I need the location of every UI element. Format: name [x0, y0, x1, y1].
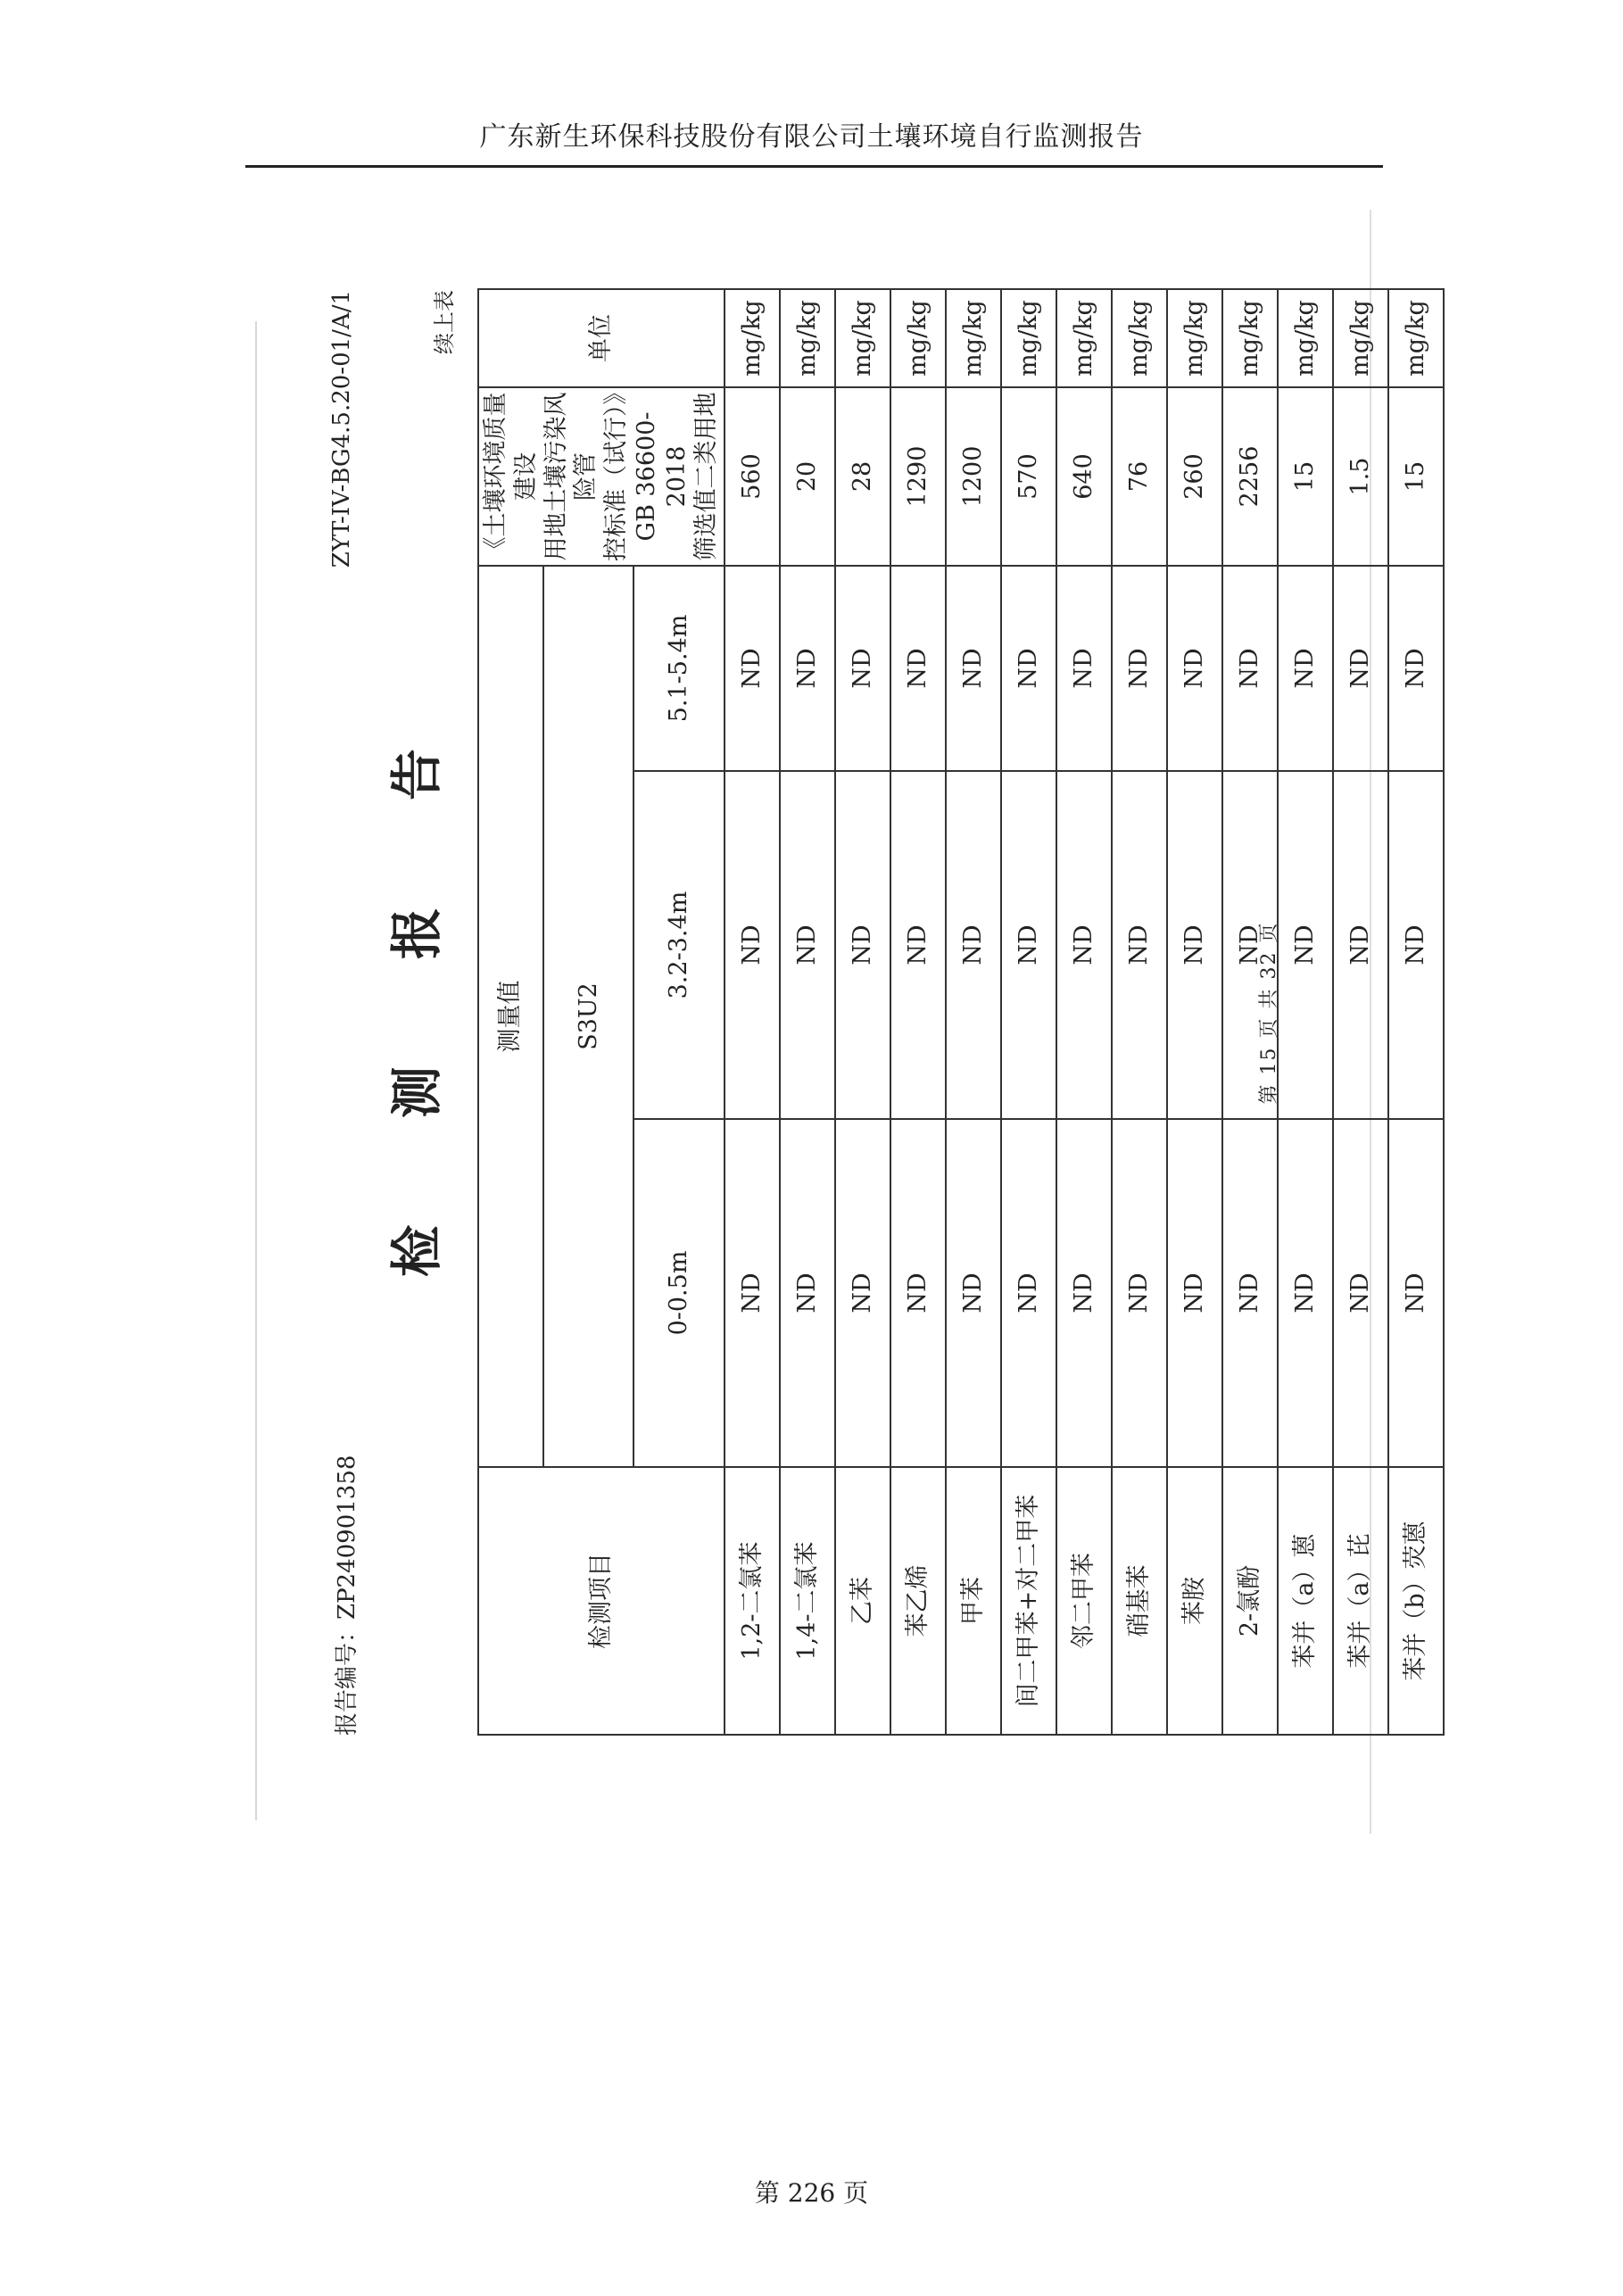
cell-item: 2-氯酚 [1222, 1467, 1278, 1735]
cell-standard: 76 [1112, 387, 1167, 566]
cell-standard: 2256 [1222, 387, 1278, 566]
table-row [1278, 289, 1333, 1735]
cell-value: ND [890, 566, 946, 771]
cell-value: ND [1388, 566, 1444, 771]
cell-unit: mg/kg [725, 289, 780, 387]
header-depth: 3.2-3.4m [633, 771, 725, 1119]
cell-standard: 1200 [946, 387, 1001, 566]
cell-value: ND [725, 566, 780, 771]
inner-page-number: 第 15 页 共 32 页 [1258, 921, 1280, 1105]
cell-unit: mg/kg [1222, 289, 1278, 387]
cell-standard: 15 [1278, 387, 1333, 566]
report-number: 报告编号：ZP240901358 [334, 1455, 360, 1736]
cell-value: ND [1167, 1119, 1222, 1467]
cell-item: 1,4-二氯苯 [780, 1467, 835, 1735]
header-rule [245, 165, 1383, 168]
cell-item: 苯乙烯 [890, 1467, 946, 1735]
cell-value: ND [1333, 1119, 1388, 1467]
cell-value: ND [1001, 1119, 1056, 1467]
table-row [946, 289, 1001, 1735]
table-row [835, 289, 890, 1735]
cell-unit: mg/kg [1333, 289, 1388, 387]
table-row [1167, 289, 1222, 1735]
cell-value: ND [946, 771, 1001, 1119]
cell-standard: 20 [780, 387, 835, 566]
report-title: 检测报告 [386, 642, 447, 1278]
cell-value: ND [835, 1119, 890, 1467]
cell-item: 苯并（a）蒽 [1278, 1467, 1333, 1735]
scan-edge [255, 321, 257, 1820]
cell-value: ND [1112, 1119, 1167, 1467]
cell-value: ND [780, 771, 835, 1119]
cell-standard: 1290 [890, 387, 946, 566]
document-code: ZYT-IV-BG4.5.20-01/A/1 [328, 290, 355, 568]
cell-unit: mg/kg [890, 289, 946, 387]
cell-item: 苯胺 [1167, 1467, 1222, 1735]
cell-unit: mg/kg [1001, 289, 1056, 387]
cell-item: 1,2-二氯苯 [725, 1467, 780, 1735]
cell-unit: mg/kg [780, 289, 835, 387]
header-standard: 《土壤环境质量 建设 用地土壤污染风险管 控标准（试行）》 GB 36600-2018 筛选值二类用地 [478, 387, 725, 566]
cell-standard: 15 [1388, 387, 1444, 566]
table-row [1333, 289, 1388, 1735]
cell-value: ND [1112, 771, 1167, 1119]
cell-item: 苯并（a）芘 [1333, 1467, 1388, 1735]
cell-value: ND [1333, 771, 1388, 1119]
table-row [1388, 289, 1444, 1735]
cell-value: ND [1112, 566, 1167, 771]
header-sample: S3U2 [543, 566, 634, 1467]
cell-item: 间二甲苯+对二甲苯 [1001, 1467, 1056, 1735]
cell-value: ND [780, 566, 835, 771]
cell-value: ND [1167, 566, 1222, 771]
cell-unit: mg/kg [1056, 289, 1112, 387]
header-measured: 测量值 [478, 566, 543, 1467]
table-row [1001, 289, 1056, 1735]
cell-value: ND [1056, 566, 1112, 771]
continued-note: 续上表 [432, 290, 457, 354]
cell-value: ND [1278, 771, 1333, 1119]
cell-value: ND [946, 1119, 1001, 1467]
header-depth: 5.1-5.4m [633, 566, 725, 771]
cell-unit: mg/kg [835, 289, 890, 387]
cell-standard: 260 [1167, 387, 1222, 566]
cell-standard: 560 [725, 387, 780, 566]
cell-value: ND [1222, 566, 1278, 771]
page-header-title: 广东新生环保科技股份有限公司土壤环境自行监测报告 [479, 121, 1144, 153]
cell-value: ND [946, 566, 1001, 771]
cell-item: 乙苯 [835, 1467, 890, 1735]
header-unit: 单位 [478, 289, 725, 387]
table-row [1112, 289, 1167, 1735]
cell-item: 甲苯 [946, 1467, 1001, 1735]
table-row [780, 289, 835, 1735]
table-row [725, 289, 780, 1735]
cell-unit: mg/kg [946, 289, 1001, 387]
cell-value: ND [725, 771, 780, 1119]
cell-standard: 570 [1001, 387, 1056, 566]
cell-value: ND [1222, 1119, 1278, 1467]
cell-value: ND [1001, 566, 1056, 771]
cell-unit: mg/kg [1112, 289, 1167, 387]
header-item: 检测项目 [478, 1467, 725, 1735]
cell-standard: 640 [1056, 387, 1112, 566]
cell-value: ND [890, 1119, 946, 1467]
cell-value: ND [1056, 1119, 1112, 1467]
cell-value: ND [835, 771, 890, 1119]
cell-item: 邻二甲苯 [1056, 1467, 1112, 1735]
table-row [890, 289, 946, 1735]
cell-value: ND [835, 566, 890, 771]
rotated-report [321, 290, 1430, 1736]
cell-item: 硝基苯 [1112, 1467, 1167, 1735]
cell-item: 苯并（b）荧蒽 [1388, 1467, 1444, 1735]
cell-value: ND [890, 771, 946, 1119]
cell-value: ND [780, 1119, 835, 1467]
cell-value: ND [1056, 771, 1112, 1119]
cell-value: ND [1388, 771, 1444, 1119]
cell-value: ND [1222, 771, 1278, 1119]
header-depth: 0-0.5m [633, 1119, 725, 1467]
cell-unit: mg/kg [1388, 289, 1444, 387]
cell-unit: mg/kg [1167, 289, 1222, 387]
cell-value: ND [1388, 1119, 1444, 1467]
cell-standard: 28 [835, 387, 890, 566]
cell-value: ND [1278, 566, 1333, 771]
cell-value: ND [1278, 1119, 1333, 1467]
results-table [477, 288, 1445, 1736]
cell-value: ND [725, 1119, 780, 1467]
page-number: 第 226 页 [754, 2178, 869, 2208]
cell-value: ND [1167, 771, 1222, 1119]
cell-value: ND [1001, 771, 1056, 1119]
cell-unit: mg/kg [1278, 289, 1333, 387]
cell-value: ND [1333, 566, 1388, 771]
cell-standard: 1.5 [1333, 387, 1388, 566]
table-row [1056, 289, 1112, 1735]
